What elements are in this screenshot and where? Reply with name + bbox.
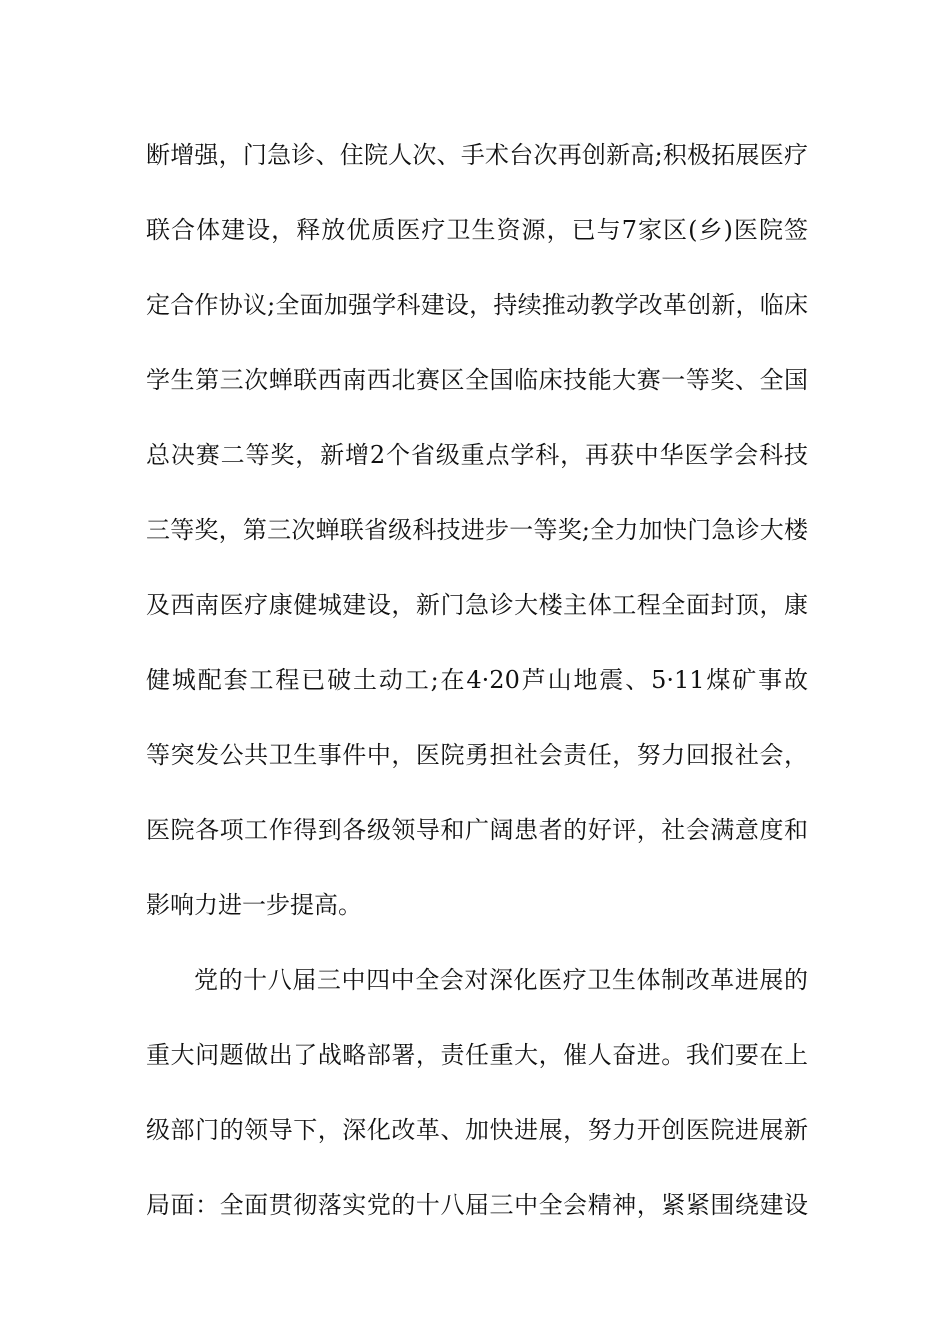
text-line: 总决赛二等奖，新增2个省级重点学科，再获中华医学会科技: [146, 441, 808, 469]
text-line: 学生第三次蝉联西南西北赛区全国临床技能大赛一等奖、全国: [146, 366, 808, 394]
text-line: 重大问题做出了战略部署，责任重大，催人奋进。我们要在上: [146, 1041, 808, 1069]
text-line: 级部门的领导下，深化改革、加快进展，努力开创医院进展新: [146, 1116, 808, 1144]
text-line: 党的十八届三中四中全会对深化医疗卫生体制改革进展的: [194, 966, 808, 994]
text-line: 及西南医疗康健城建设，新门急诊大楼主体工程全面封顶，康: [146, 591, 808, 619]
paragraph-1: [146, 126, 808, 934]
document-body: [146, 126, 808, 1234]
text-line: 断增强，门急诊、住院人次、手术台次再创新高;积极拓展医疗: [146, 141, 808, 169]
text-line: 医院各项工作得到各级领导和广阔患者的好评，社会满意度和: [146, 816, 808, 844]
text-line: 联合体建设，释放优质医疗卫生资源，已与7家区(乡)医院签: [146, 216, 808, 244]
text-line: 等突发公共卫生事件中，医院勇担社会责任，努力回报社会，: [146, 741, 808, 769]
text-line: 影响力进一步提高。: [146, 891, 362, 919]
text-line: 健城配套工程已破土动工;在4·20芦山地震、5·11煤矿事故: [146, 666, 808, 694]
text-line: 三等奖，第三次蝉联省级科技进步一等奖;全力加快门急诊大楼: [146, 516, 808, 544]
text-line: 定合作协议;全面加强学科建设，持续推动教学改革创新，临床: [146, 291, 808, 319]
paragraph-2: [146, 951, 808, 1234]
text-line: 局面：全面贯彻落实党的十八届三中全会精神，紧紧围绕建设: [146, 1191, 808, 1219]
